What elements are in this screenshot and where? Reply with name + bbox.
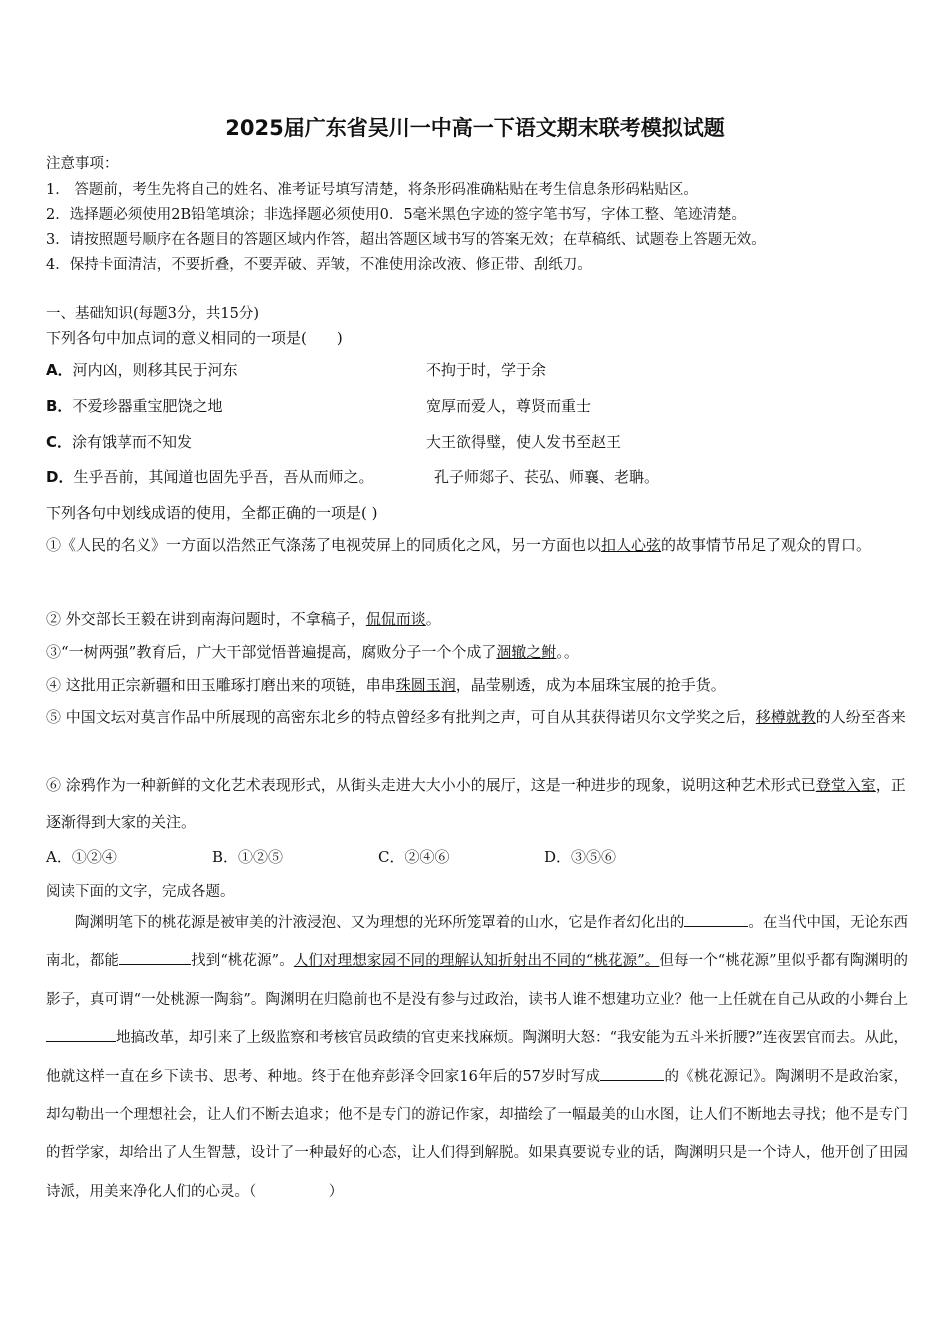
q2-sentence-2: [46, 601, 908, 638]
underlined-idiom: 珠圆玉润: [395, 676, 456, 694]
q1-option-a: [46, 359, 238, 380]
notice-item: 2．选择题必须使用2B铅笔填涂；非选择题必须使用0．5毫米黑色字迹的签字笔书写，字体工整、笔迹清楚。: [46, 207, 747, 223]
q2-option-d: D．③⑤⑥: [544, 848, 617, 866]
notice-item: 3．请按照题号顺序在各题目的答题区域内作答，超出答题区域书写的答案无效；在草稿纸、试题卷上答题无效。: [46, 232, 766, 248]
sentence-text: 的人纷至沓来: [815, 708, 906, 726]
q2-sentence-6: [46, 767, 908, 841]
option-label: A．: [46, 361, 73, 379]
sentence-text: ② 外交部长王毅在讲到南海问题时，不拿稿子，: [46, 610, 366, 628]
passage-text: 地搞改革，却引来了上级监察和考核官员政绩的官吏来找麻烦。陶渊明大怒：“我安能为五斗米折腰?”连夜罢官而去。从此，他就这样一直在乡下读书、思考、种地。终于在他弃彭泽令回家16年后的57岁时写成: [46, 1030, 908, 1085]
notice-heading: 注意事项：: [46, 156, 119, 172]
underlined-idiom: 移樽就教: [755, 708, 816, 726]
sentence-text: 的故事情节吊足了观众的胃口。: [661, 536, 872, 554]
q2-option-b: B．①②⑤: [212, 848, 284, 866]
option-left-text: 生乎吾前，其闻道也固先乎吾，吾从而师之。: [73, 468, 374, 486]
q2-options: [46, 846, 616, 867]
question-1-stem: 下列各句中加点词的意义相同的一项是( ): [46, 329, 343, 347]
answer-blank: [119, 950, 191, 966]
sentence-text: ，晶莹剔透，成为本届珠宝展的抢手货。: [455, 676, 726, 694]
option-left-text: 涂有饿莩而不知发: [72, 433, 193, 451]
q2-sentence-1: [46, 527, 908, 564]
q2-option-c: C．②④⑥: [378, 848, 450, 866]
sentence-text: ⑥ 涂鸦作为一种新鲜的文化艺术表现形式，从街头走进大大小小的展厅，这是一种进步的现象，说明这种艺术形式已: [46, 776, 816, 794]
underlined-sentence: 人们对理想家园不同的理解认知折射出不同的“桃花源”。: [293, 953, 660, 970]
q2-sentence-3: [46, 634, 908, 671]
option-label: B．: [46, 397, 73, 415]
passage-text: 的《桃花源记》。陶渊明不是政治家，却勾勒出一个理想社会，让人们不断去追求；他不是专门的游记作家，却描绘了一幅最美的山水图，让人们不断地去寻找；他不是专门的哲学家，却给出了人生智慧，设计了一种最好的心态，让人们得到解脱。如果真要说专业的话，陶渊明只是一个诗人，他开创了田园诗派，用美来净化人们的心灵。（ ）: [46, 1068, 908, 1200]
answer-blank: [46, 1027, 116, 1043]
underlined-idiom: 扣人心弦: [601, 536, 662, 554]
underlined-idiom: 涸辙之鲋: [496, 643, 557, 661]
passage-text: 但每一个“桃花源”里似乎都有陶渊明的影子，真可谓“一处桃源一陶翁”。陶渊明在归隐前也不是没有参与过政治，读书人谁不想建功立业？他一上任就在自己从政的小舞台上: [46, 953, 909, 1008]
notice-item: 1． 答题前，考生先将自己的姓名、准考证号填写清楚，将条形码准确粘贴在考生信息条形码粘贴区。: [46, 182, 698, 198]
sentence-text: ①《人民的名义》一方面以浩然正气涤荡了电视荧屏上的同质化之风，另一方面也以: [46, 536, 602, 554]
answer-blank: [684, 912, 748, 928]
reading-intro: 阅读下面的文字，完成各题。: [46, 884, 235, 900]
q1-option-c-right: 大王欲得璧，使人发书至赵王: [426, 433, 622, 451]
q2-option-a: A．①②④: [46, 848, 117, 866]
sentence-text: ⑤ 中国文坛对莫言作品中所展现的高密东北乡的特点曾经多有批判之声，可自从其获得诺贝尔文学奖之后，: [46, 708, 756, 726]
option-left-text: 不爱珍器重宝肥饶之地: [72, 397, 223, 415]
q1-option-d: [46, 466, 373, 487]
option-label: D．: [46, 468, 74, 486]
sentence-text: 。: [425, 610, 441, 628]
underlined-idiom: 侃侃而谈: [365, 610, 426, 628]
section-heading: 一、基础知识(每题3分，共15分): [46, 306, 259, 322]
q1-option-c: [46, 431, 192, 452]
sentence-text: ，正逐渐得到大家的关注。: [46, 776, 906, 832]
notice-item: 4．保持卡面清洁，不要折叠，不要弄破、弄皱，不准使用涂改液、修正带、刮纸刀。: [46, 257, 592, 273]
passage-text: 找到“桃花源”。: [191, 953, 294, 970]
q2-sentence-5: [46, 699, 908, 736]
q1-option-b-right: 宽厚而爱人，尊贤而重士: [426, 397, 592, 415]
q1-option-a-right: 不拘于时，学于余: [426, 361, 547, 379]
q1-option-b: [46, 395, 222, 416]
sentence-text: ④ 这批用正宗新疆和田玉雕琢打磨出来的项链，串串: [46, 676, 396, 694]
page-title: 2025届广东省吴川一中高一下语文期末联考模拟试题: [225, 116, 725, 140]
reading-passage: [46, 904, 908, 1211]
option-left-text: 河内凶，则移其民于河东: [72, 361, 238, 379]
sentence-text: 。。: [556, 643, 579, 661]
question-2-stem: 下列各句中划线成语的使用，全都正确的一项是( ): [46, 504, 378, 522]
passage-text: 陶渊明笔下的桃花源是被审美的汁液浸泡、又为理想的光环所笼罩着的山水，它是作者幻化出的: [75, 915, 685, 931]
underlined-idiom: 登堂入室: [815, 776, 876, 794]
sentence-text: ③“一树两强”教育后，广大干部觉悟普遍提高，腐败分子一个个成了: [46, 643, 497, 661]
answer-blank: [600, 1065, 664, 1081]
q1-option-d-right: 孔子师郯子、苌弘、师襄、老聃。: [434, 468, 660, 486]
passage-text: 。在当代中国，无论东西南北，都能: [46, 915, 909, 970]
option-label: C．: [46, 433, 73, 451]
